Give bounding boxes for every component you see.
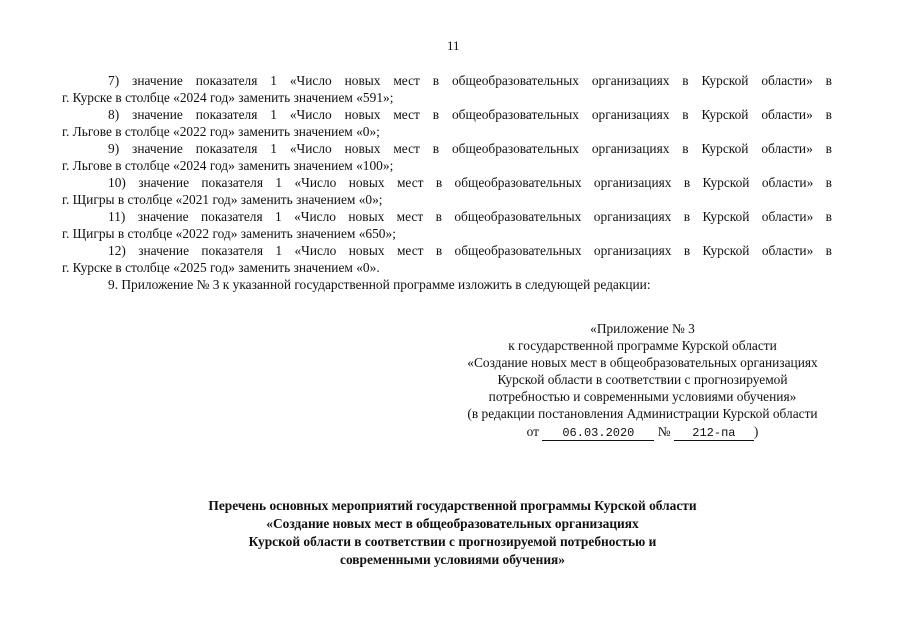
appendix-header: [425, 320, 860, 441]
item-10-line-2: г. Щигры в столбце «2021 год» заменить значением «0»;: [62, 192, 383, 207]
item-9-line-2: г. Льгове в столбце «2024 год» заменить значением «100»;: [62, 158, 394, 173]
item-11-line-1: 11) значение показателя 1 «Число новых мест в общеобразовательных организациях в Курской области» в: [108, 209, 832, 224]
item-12-line-1: 12) значение показателя 1 «Число новых мест в общеобразовательных организациях в Курской области» в: [108, 243, 832, 258]
item-11-line-2: г. Щигры в столбце «2022 год» заменить значением «650»;: [62, 226, 396, 241]
item-8-line-1: 8) значение показателя 1 «Число новых мест в общеобразовательных организациях в Курской области» в: [108, 107, 832, 122]
appendix-revision-note: (в редакции постановления Администрации Курской области: [467, 406, 818, 421]
heading-line-3: Курской области в соответствии с прогнозируемой потребностью и: [248, 534, 657, 549]
appendix-date-number-row: [425, 423, 860, 441]
decree-date: 06.03.2020: [542, 426, 654, 441]
section-heading: [150, 497, 755, 569]
item-9-line-1: 9) значение показателя 1 «Число новых мест в общеобразовательных организациях в Курской области» в: [108, 141, 832, 156]
appendix-program-ref: к государственной программе Курской области: [508, 338, 777, 353]
appendix-title: «Приложение № 3: [590, 321, 695, 336]
item-10-line-1: 10) значение показателя 1 «Число новых мест в общеобразовательных организациях в Курской области» в: [108, 175, 832, 190]
number-label: №: [657, 424, 671, 439]
appendix-program-name-2: Курской области в соответствии с прогнозируемой: [497, 372, 788, 387]
page-number: 11: [447, 38, 460, 53]
item-8-line-2: г. Льгове в столбце «2022 год» заменить значением «0»;: [62, 124, 380, 139]
heading-line-4: современными условиями обучения»: [340, 552, 565, 567]
heading-line-1: Перечень основных мероприятий государственной программы Курской области: [208, 498, 697, 513]
heading-line-2: «Создание новых мест в общеобразовательных организациях: [266, 516, 639, 531]
from-label: от: [526, 424, 540, 439]
appendix-program-name-1: «Создание новых мест в общеобразовательных организациях: [467, 355, 818, 370]
item-7-line-2: г. Курске в столбце «2024 год» заменить значением «591»;: [62, 90, 394, 105]
amendment-list: [62, 72, 832, 293]
decree-number: 212-па: [674, 426, 754, 441]
closing-paren: ): [753, 424, 759, 439]
point-9-text: 9. Приложение № 3 к указанной государственной программе изложить в следующей редакции:: [108, 277, 651, 292]
item-12-line-2: г. Курске в столбце «2025 год» заменить значением «0».: [62, 260, 380, 275]
appendix-program-name-3: потребностью и современными условиями обучения»: [488, 389, 797, 404]
item-7-line-1: 7) значение показателя 1 «Число новых мест в общеобразовательных организациях в Курской области» в: [108, 73, 832, 88]
